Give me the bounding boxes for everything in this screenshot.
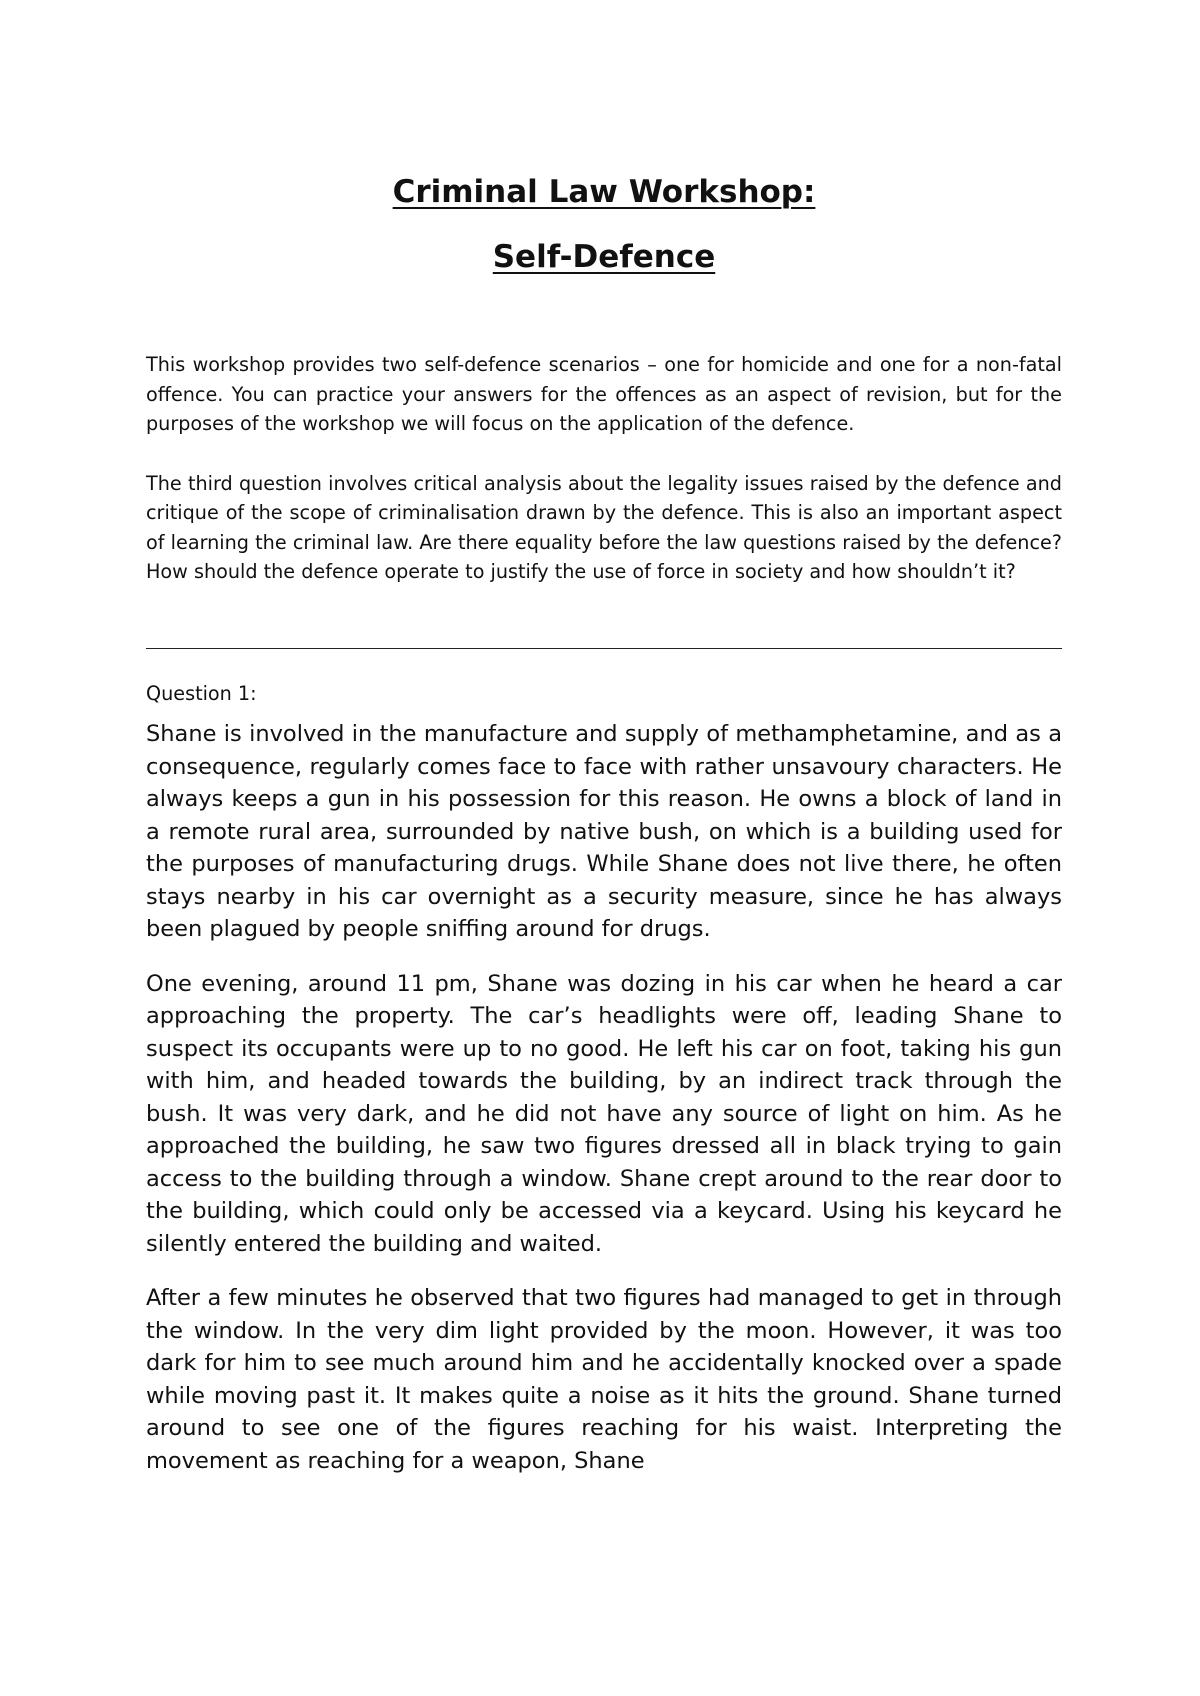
document-page (146, 0, 1062, 1696)
scenario-paragraph: Shane is involved in the manufacture and supply of methamphetamine, and as a consequence, regularly comes face to face with rather unsavoury characters. He always keeps a gun in his possession for this reason. He owns a block of land in a remote rural area, surrounded by native bush, on which is a building used for the purposes of manufacturing drugs. While Shane does not live there, he often stays nearby in his car overnight as a security measure, since he has always been plagued by people sniffing around for drugs. (146, 721, 1062, 942)
question-heading: Question 1: (146, 682, 257, 705)
scenario-section (146, 718, 1062, 1499)
intro-paragraph: The third question involves critical analysis about the legality issues raised by the defence and critique of the scope of criminalisation drawn by the defence. This is also an important aspect of learning the criminal law. Are there equality before the law questions raised by the defence? How should the defence operate to justify the use of force in society and how shouldn’t it? (146, 471, 1062, 583)
document-title: Criminal Law Workshop: (392, 174, 816, 210)
title-block (146, 172, 1062, 277)
intro-paragraph: This workshop provides two self-defence scenarios – one for homicide and one for a non-fatal offence. You can practice your answers for the offences as an aspect of revision, but for the purposes of the workshop we will focus on the application of the defence. (146, 353, 1062, 435)
intro-section (146, 350, 1062, 617)
document-subtitle: Self-Defence (492, 239, 716, 275)
scenario-paragraph: After a few minutes he observed that two figures had managed to get in through the window. In the very dim light provided by the moon. However, it was too dark for him to see much around him and he accidentally knocked over a spade while moving past it. It makes quite a noise as it hits the ground. Shane turned around to see one of the figures reaching for his waist. Interpreting the movement as reaching for a weapon, Shane (146, 1285, 1062, 1474)
section-divider (146, 648, 1062, 649)
scenario-paragraph: One evening, around 11 pm, Shane was dozing in his car when he heard a car approaching the property. The car’s headlights were off, leading Shane to suspect its occupants were up to no good. He left his car on foot, taking his gun with him, and headed towards the building, by an indirect track through the bush. It was very dark, and he did not have any source of light on him. As he approached the building, he saw two figures dressed all in black trying to gain access to the building through a window. Shane crept around to the rear door to the building, which could only be accessed via a keycard. Using his keycard he silently entered the building and waited. (146, 970, 1062, 1257)
